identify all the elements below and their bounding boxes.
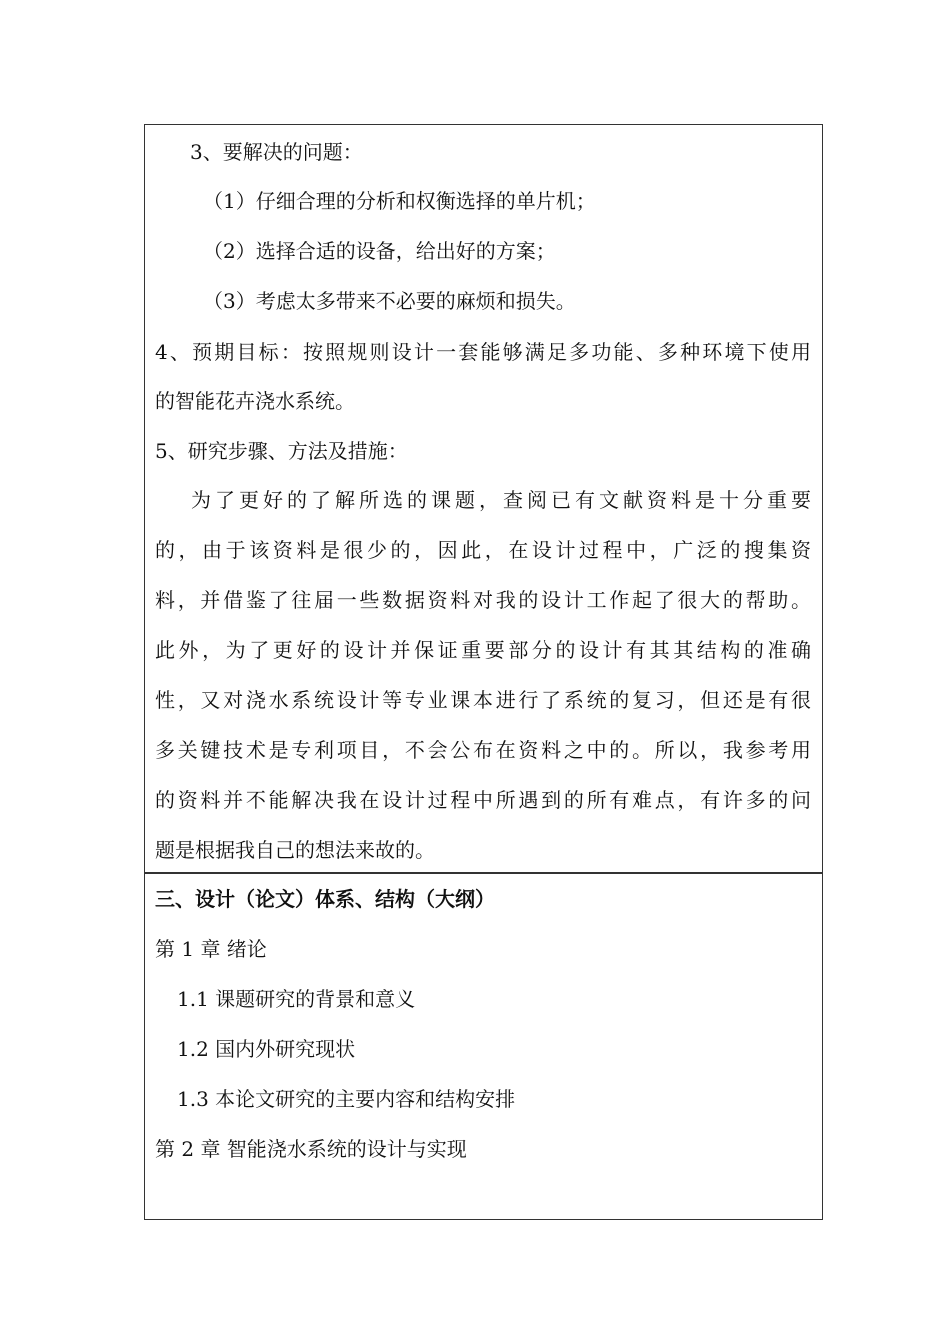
- section3-heading: 三、设计（论文）体系、结构（大纲）: [155, 887, 495, 911]
- steps-paragraph-line: 料，并借鉴了往届一些数据资料对我的设计工作起了很大的帮助。: [155, 588, 811, 612]
- problem-item: （3）考虑太多带来不必要的麻烦和损失。: [203, 289, 576, 313]
- chapter-title: 第 2 章 智能浇水系统的设计与实现: [155, 1137, 467, 1161]
- problem-item: （1）仔细合理的分析和权衡选择的单片机；: [203, 189, 596, 213]
- steps-paragraph-line: 多关键技术是专利项目，不会公布在资料之中的。所以，我参考用: [155, 738, 811, 762]
- steps-paragraph-line: 的，由于该资料是很少的，因此，在设计过程中，广泛的搜集资: [155, 538, 811, 562]
- outline-item: 1.3 本论文研究的主要内容和结构安排: [177, 1087, 516, 1111]
- goal-line: 的智能花卉浇水系统。: [155, 389, 355, 413]
- problems-heading: 3、要解决的问题：: [190, 140, 363, 164]
- outline-item: 1.1 课题研究的背景和意义: [177, 987, 416, 1011]
- steps-paragraph-line: 的资料并不能解决我在设计过程中所遇到的所有难点，有许多的问: [155, 788, 811, 812]
- steps-paragraph-line: 性，又对浇水系统设计等专业课本进行了系统的复习，但还是有很: [155, 688, 811, 712]
- steps-heading: 5、研究步骤、方法及措施：: [155, 439, 408, 463]
- steps-paragraph-line: 为了更好的了解所选的课题，查阅已有文献资料是十分重要: [191, 488, 811, 512]
- problem-item: （2）选择合适的设备，给出好的方案；: [203, 239, 556, 263]
- goal-line: 4、预期目标：按照规则设计一套能够满足多功能、多种环境下使用: [155, 340, 811, 364]
- steps-paragraph-line: 此外，为了更好的设计并保证重要部分的设计有其其结构的准确: [155, 638, 811, 662]
- chapter-title: 第 1 章 绪论: [155, 937, 267, 961]
- steps-paragraph-line: 题是根据我自己的想法来故的。: [155, 838, 435, 862]
- outline-item: 1.2 国内外研究现状: [177, 1037, 356, 1061]
